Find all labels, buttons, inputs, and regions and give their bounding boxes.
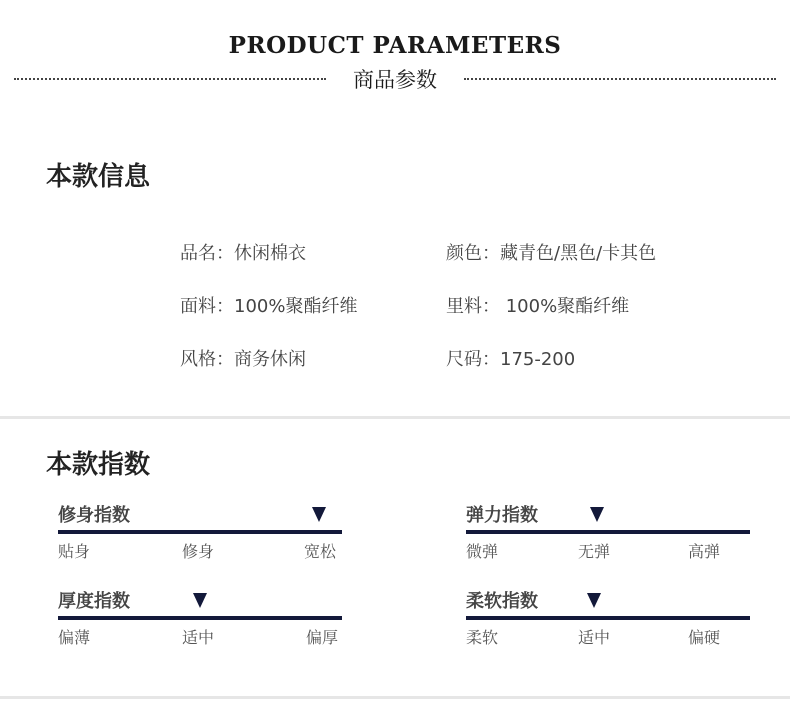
- header-subtitle-row: [14, 64, 776, 92]
- index-marker-icon: [312, 507, 326, 522]
- index-softness: [466, 587, 750, 651]
- info-color: 颜色：藏青色/黑色/卡其色: [446, 243, 657, 264]
- index-label-mid: 无弹: [578, 542, 611, 561]
- index-bar: [466, 530, 750, 534]
- index-label-low: 贴身: [58, 542, 91, 561]
- index-label-high: 高弹: [688, 542, 721, 561]
- index-title: 弹力指数: [466, 505, 538, 526]
- index-label-mid: 修身: [182, 542, 215, 561]
- info-style: 风格：商务休闲: [180, 349, 306, 370]
- index-label-high: 宽松: [304, 542, 337, 561]
- info-section-heading: 本款信息: [46, 162, 151, 192]
- bottom-divider: [0, 696, 790, 699]
- index-thickness: [58, 587, 342, 651]
- header-title-cn: 商品参数: [353, 68, 437, 92]
- index-bar: [58, 616, 342, 620]
- index-title: 柔软指数: [466, 591, 538, 612]
- index-bar: [58, 530, 342, 534]
- index-section-heading: 本款指数: [46, 450, 151, 480]
- info-size: 尺码：175-200: [446, 349, 576, 370]
- index-marker-icon: [590, 507, 604, 522]
- index-label-high: 偏厚: [306, 628, 339, 647]
- index-fit: [58, 501, 342, 565]
- index-elasticity: [466, 501, 750, 565]
- info-fabric: 面料：100%聚酯纤维: [180, 296, 358, 317]
- index-label-low: 柔软: [466, 628, 499, 647]
- info-product-name: 品名：休闲棉衣: [180, 243, 306, 264]
- index-bar: [466, 616, 750, 620]
- index-marker-icon: [193, 593, 207, 608]
- index-label-high: 偏硬: [688, 628, 721, 647]
- index-title: 修身指数: [58, 505, 130, 526]
- index-label-mid: 适中: [182, 628, 215, 647]
- section-divider: [0, 416, 790, 419]
- info-lining: 里料： 100%聚酯纤维: [446, 296, 630, 317]
- index-label-low: 偏薄: [58, 628, 91, 647]
- index-marker-icon: [587, 593, 601, 608]
- dotted-divider-right: [464, 78, 776, 80]
- index-label-low: 微弹: [466, 542, 499, 561]
- index-label-mid: 适中: [578, 628, 611, 647]
- header-title-en: PRODUCT PARAMETERS: [228, 32, 562, 59]
- index-title: 厚度指数: [58, 591, 130, 612]
